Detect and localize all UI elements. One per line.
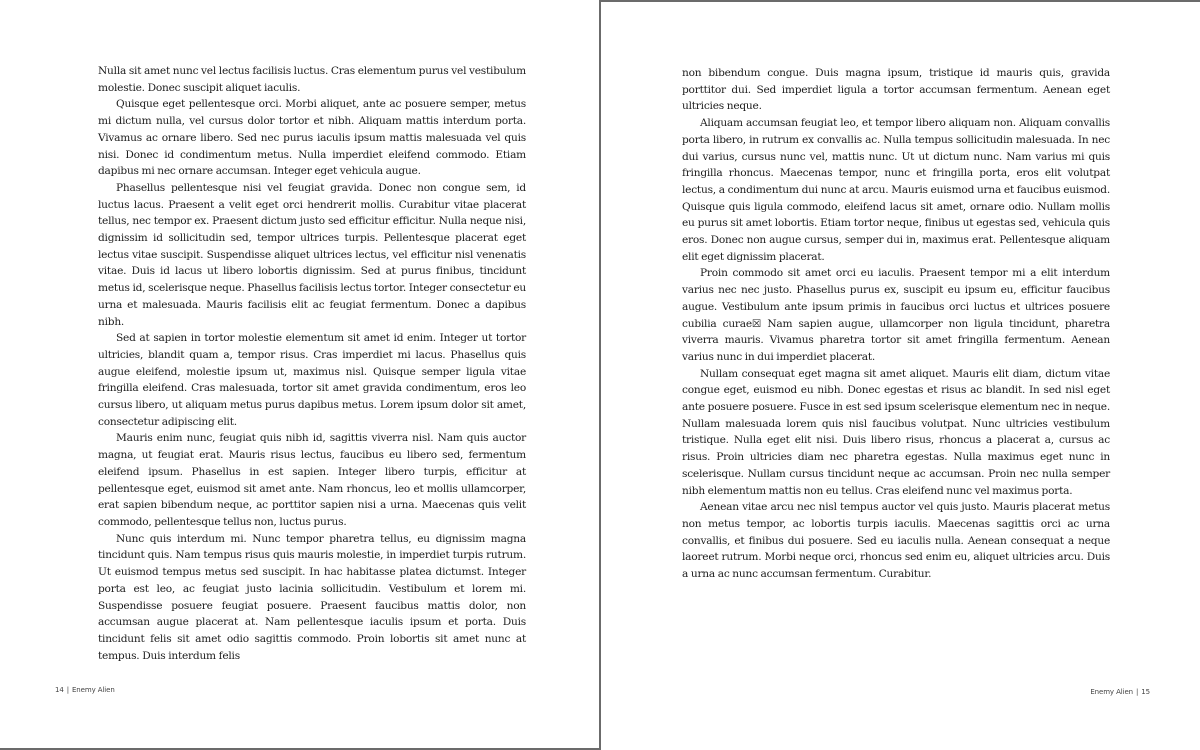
left-page-footer <box>55 686 115 694</box>
running-title: Enemy Alien <box>1090 688 1134 696</box>
left-page-body <box>98 63 526 664</box>
paragraph: Aenean vitae arcu nec nisl tempus auctor vel quis justo. Mauris placerat metus non metus tempor, ac lobortis turpis iaculis. Maecenas sagittis orci ac urna convallis, et finibus dui posuere. Sed eu iaculis nulla. Aenean consequat a neque laoreet rutrum. Morbi neque orci, rhoncus sed enim eu, aliquet ultricies arcu. Duis a urna ac nunc accumsan fermentum. Curabitur. <box>682 501 1110 581</box>
right-page-body <box>682 65 1110 583</box>
page-number: 15 <box>1141 688 1150 696</box>
paragraph: Phasellus pellentesque nisi vel feugiat gravida. Donec non congue sem, id luctus lacus. Praesent a velit eget orci hendrerit mollis. Curabitur vitae placerat tellus, nec tempor ex. Praesent dictum justo sed efficitur efficitur. Nulla neque nisi, dignissim id sollicitudin sed, tempor ultrices turpis. Pellentesque placerat eget lectus vitae suscipit. Suspendisse aliquet ultrices lectus, vel efficitur nisl venenatis vitae. Duis id lacus ut libero lobortis dignissim. Sed at purus finibus, tincidunt metus id, scelerisque neque. Phasellus facilisis lectus tortor. Integer consectetur eu urna et malesuada. Mauris facilisis elit ac feugiat fermentum. Donec a dapibus nibh. <box>98 181 527 328</box>
paragraph: Mauris enim nunc, feugiat quis nibh id, sagittis viverra nisl. Nam quis auctor magna, ut feugiat erat. Mauris risus lectus, faucibus eu libero sed, fermentum eleifend ipsum. Phasellus in est sapien. Integer libero turpis, efficitur at pellentesque eget, euismod sit amet ante. Nam rhoncus, leo et mollis ullamcorper, erat sapien bibendum neque, ac porttitor sapien nisi a urna. Maecenas quis velit commodo, pellentesque tellus non, luctus purus. <box>98 432 526 528</box>
paragraph: Nullam consequat eget magna sit amet aliquet. Mauris elit diam, dictum vitae congue eget, euismod eu nibh. Donec egestas et risus ac blandit. In sed nisl eget ante posuere posuere. Fusce in est sed ipsum scelerisque elementum nec in neque. Nullam malesuada lorem quis nisl faucibus volutpat. Nunc ultricies vestibulum tristique. Nulla eget elit nisi. Duis libero risus, rhoncus a placerat a, cursus ac risus. Proin ultricies diam nec pharetra egestas. Nulla maximus eget nunc in scelerisque. Nullam cursus tincidunt neque ac accumsan. Proin nec nulla semper nibh elementum mattis non eu tellus. Cras eleifend nunc vel maximus porta. <box>682 367 1110 497</box>
footer-separator: | <box>1136 688 1139 696</box>
right-page <box>599 0 1200 750</box>
paragraph: Aliquam accumsan feugiat leo, et tempor libero aliquam non. Aliquam convallis porta libero, in rutrum ex convallis ac. Nulla tempus sollicitudin malesuada. In nec dui varius, cursus nunc vel, mattis nunc. Ut ut dictum nunc. Nam varius mi quis fringilla rhoncus. Maecenas tempor, nunc et fringilla porta, eros elit volutpat lectus, a condimentum dui nunc at arcu. Mauris euismod urna et faucibus euismod. Quisque quis ligula commodo, eleifend lacus sit amet, ornare odio. Nullam mollis eu purus sit amet lobortis. Etiam tortor neque, finibus ut egestas sed, vehicula quis eros. Donec non augue cursus, semper dui in, maximus erat. Pellentesque aliquam elit eget dignissim placerat. <box>682 117 1110 263</box>
paragraph-continuation: Nulla sit amet nunc vel lectus facilisis luctus. Cras elementum purus vel vestibulum molestie. Donec suscipit aliquet iaculis. <box>98 65 526 94</box>
paragraph: Nunc quis interdum mi. Nunc tempor pharetra tellus, eu dignissim magna tincidunt quis. Nam tempus risus quis mauris molestie, in imperdiet turpis rutrum. Ut euismod tempus metus sed suscipit. In hac habitasse platea dictumst. Integer porta est leo, ac feugiat justo lacinia sollicitudin. Vestibulum et lorem mi. Suspendisse posuere feugiat posuere. Praesent faucibus mattis dolor, non accumsan augue placerat at. Nam pellentesque iaculis ipsum et porta. Duis tincidunt felis sit amet odio sagittis commodo. Proin lobortis sit amet nunc at tempus. Duis interdum felis <box>98 532 526 662</box>
footer-separator: | <box>66 686 69 694</box>
running-title: Enemy Alien <box>71 686 115 694</box>
page-number: 14 <box>55 686 64 694</box>
paragraph: Proin commodo sit amet orci eu iaculis. Praesent tempor mi a elit interdum varius nec nec justo. Phasellus purus ex, suscipit eu ipsum eu, efficitur faucibus augue. Vestibulum ante ipsum primis in faucibus orci luctus et ultrices posuere cubilia curae☒ Nam sapien augue, ullamcorper non ligula tincidunt, pharetra viverra mauris. Vivamus pharetra tortor sit amet fringilla fermentum. Aenean varius nunc in dui imperdiet placerat. <box>682 267 1110 363</box>
left-page <box>0 0 599 750</box>
paragraph: Sed at sapien in tortor molestie elementum sit amet id enim. Integer ut tortor ultricies, blandit quam a, tempor risus. Cras imperdiet mi lacus. Phasellus quis augue eleifend, molestie ipsum ut, maximus nisl. Quisque semper ligula vitae fringilla eleifend. Cras malesuada, tortor sit amet gravida condimentum, eros leo cursus libero, ut aliquam metus purus dapibus metus. Lorem ipsum dolor sit amet, consectetur adipiscing elit. <box>98 332 526 428</box>
paragraph-continuation: non bibendum congue. Duis magna ipsum, tristique id mauris quis, gravida porttitor dui. Sed imperdiet ligula a tortor accumsan fermentum. Aenean eget ultricies neque. <box>682 67 1110 113</box>
paragraph: Quisque eget pellentesque orci. Morbi aliquet, ante ac posuere semper, metus mi dictum nulla, vel cursus dolor tortor et nibh. Aliquam mattis interdum porta. Vivamus ac ornare libero. Sed nec purus iaculis ipsum mattis malesuada vel quis nisi. Donec id condimentum metus. Nulla imperdiet eleifend commodo. Etiam dapibus mi nec ornare accumsan. Integer eget vehicula augue. <box>98 98 526 178</box>
right-page-footer <box>1090 688 1150 696</box>
